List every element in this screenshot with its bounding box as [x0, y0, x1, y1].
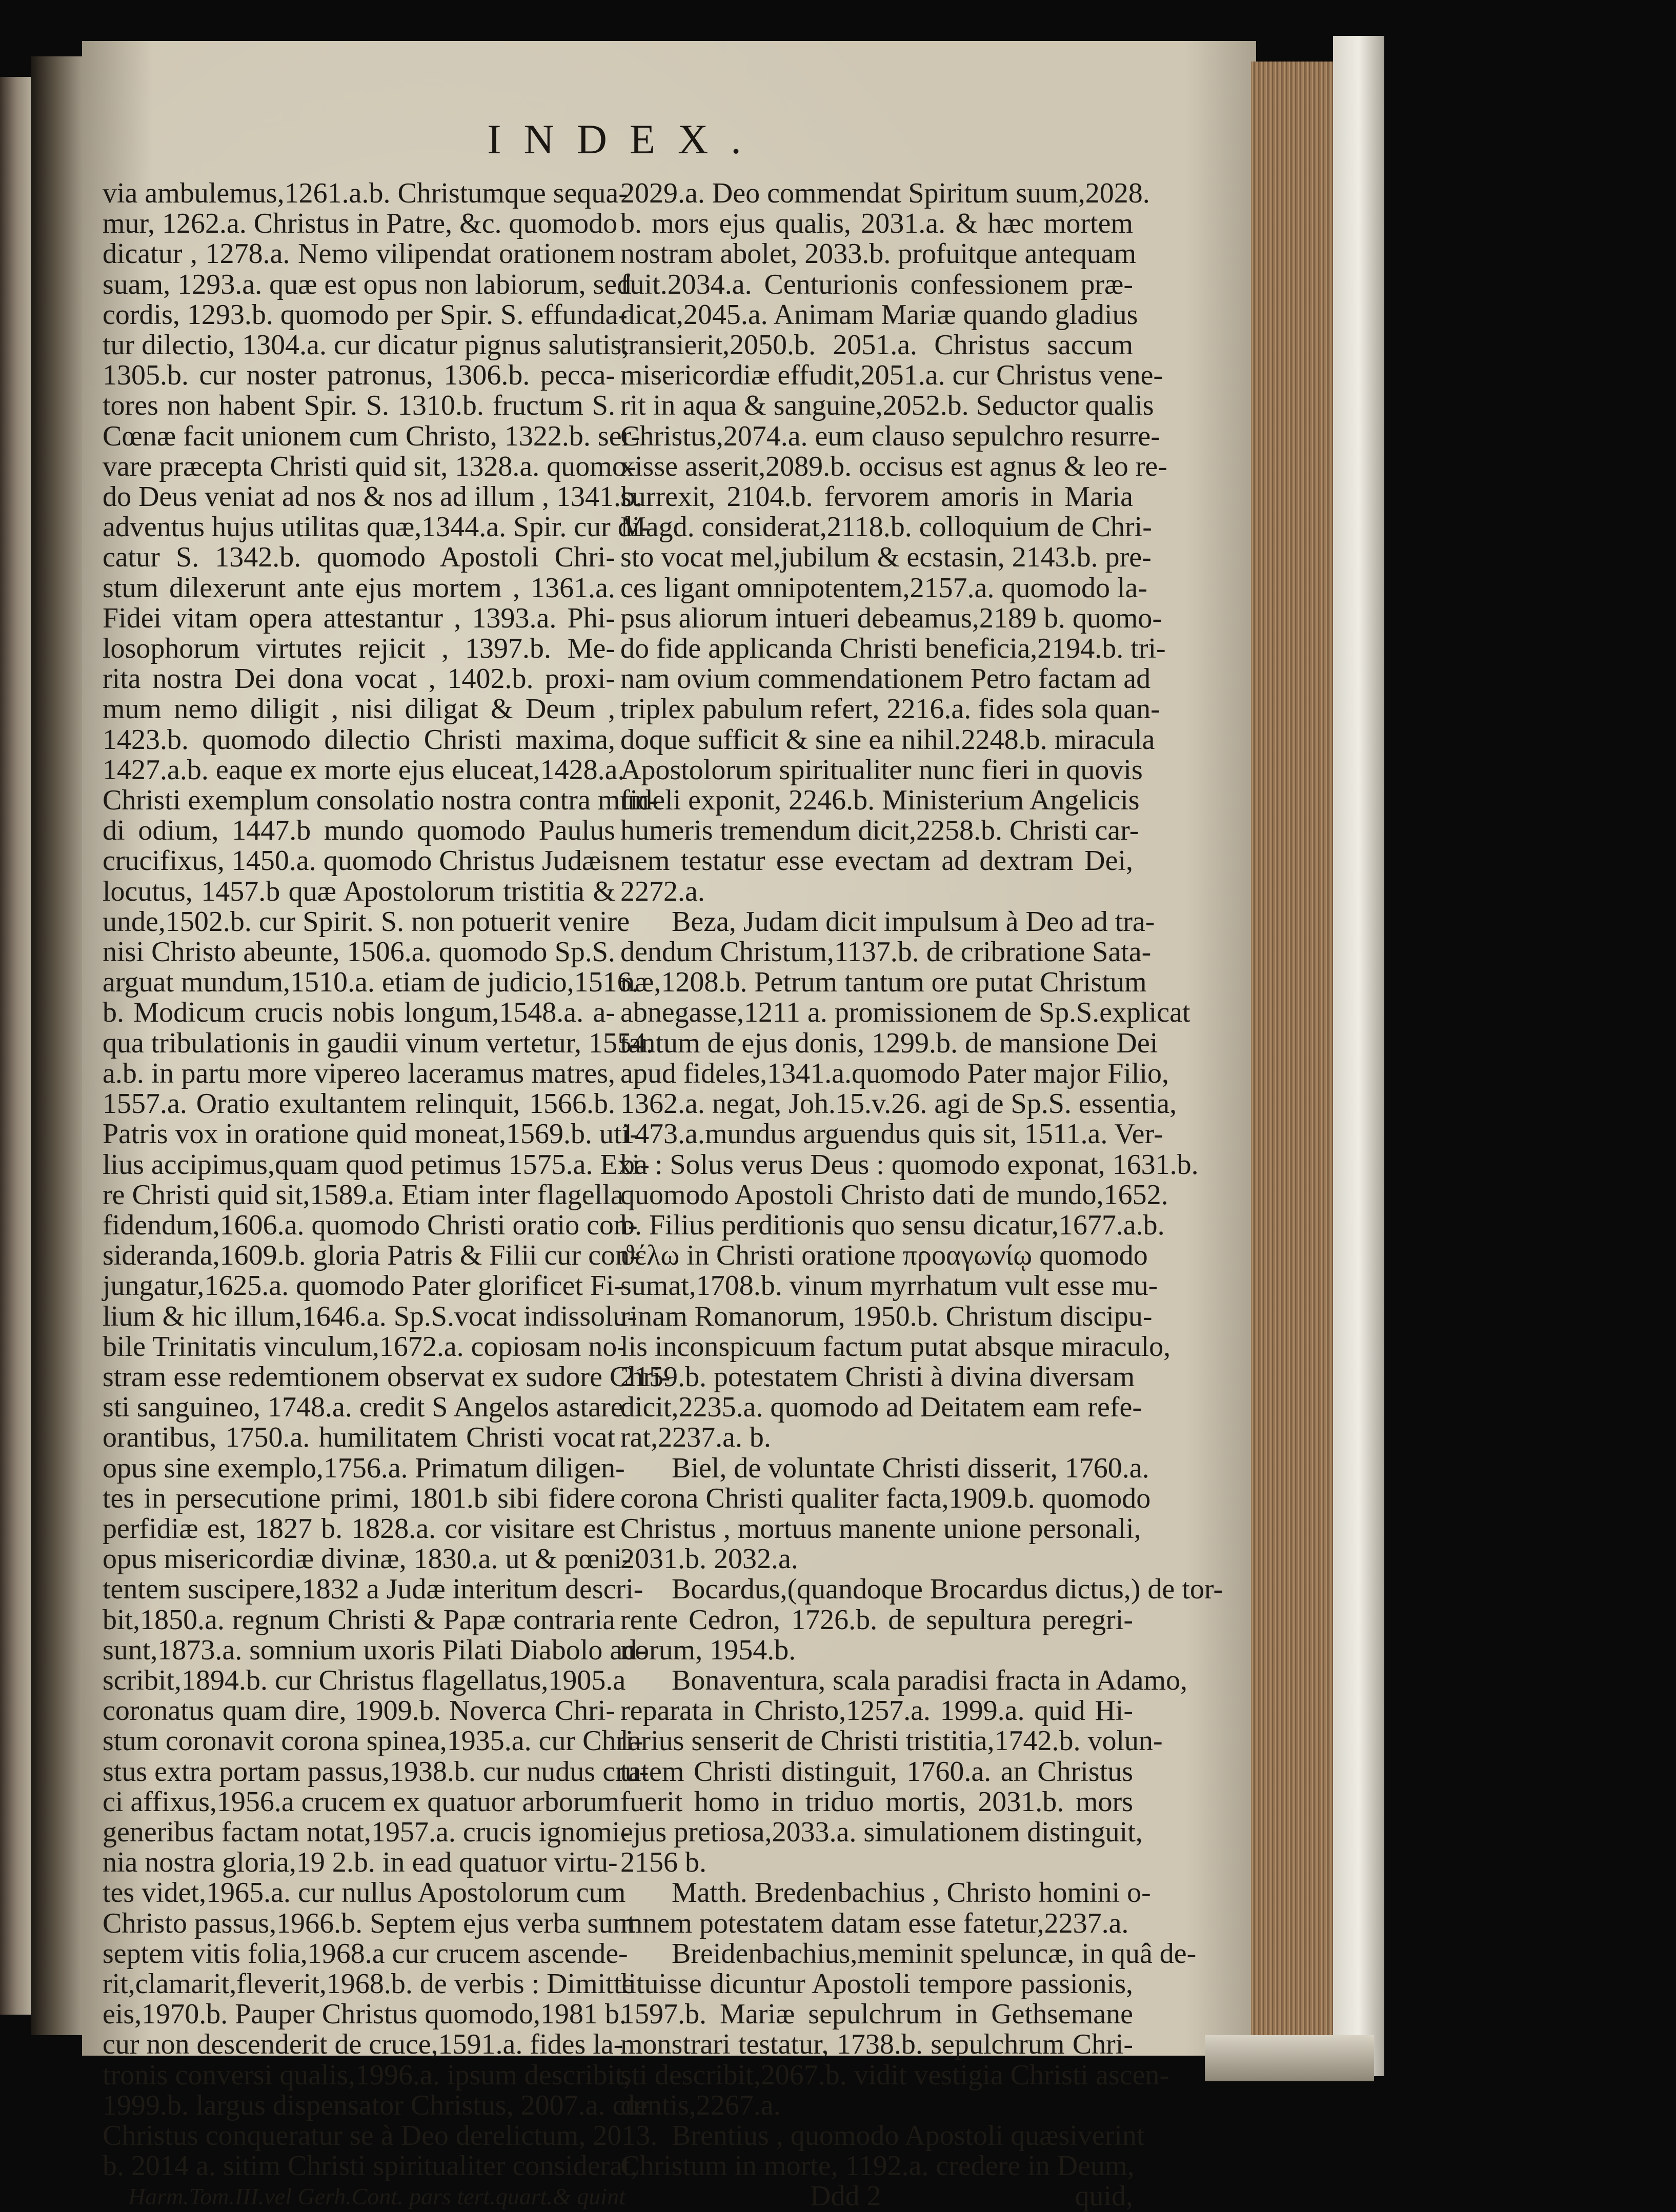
index-line: Cœnæ facit unionem cum Christo, 1322.b. ser- — [103, 420, 640, 452]
index-line: rita nostra Dei dona vocat , 1402.b. proxi- — [103, 663, 615, 695]
index-line: crucifixus, 1450.a. quomodo Christus Judæis — [103, 845, 620, 877]
index-line: 1473.a.mundus arguendus quis sit, 1511.a. Ver- — [620, 1118, 1163, 1150]
index-line: rit,clamarit,fleverit,1968.b. de verbis : Dimitte — [103, 1967, 635, 2000]
index-line: tronis conversi qualis,1996.a. ipsum describit, — [103, 2059, 631, 2091]
index-line: dendum Christum,1137.b. de cribratione Sata- — [620, 936, 1152, 968]
index-line: triplex pabulum refert, 2216.a. fides sola quan- — [620, 693, 1160, 725]
index-line: Matth. Bredenbachius , Christo homini o- — [672, 1877, 1151, 1909]
index-line: locutus, 1457.b quæ Apostolorum tristitia & — [103, 875, 615, 907]
index-line: Brentius , quomodo Apostoli quæsiverint — [672, 2120, 1145, 2152]
index-line: generibus factam notat,1957.a. crucis ignomi- — [103, 1816, 630, 1848]
index-line: qua tribulationis in gaudii vinum vertetur, 1554. — [103, 1027, 654, 1059]
index-line: abnegasse,1211 a. promissionem de Sp.S.explicat — [620, 997, 1190, 1029]
index-line: doque sufficit & sine ea nihil.2248.b. miracula — [620, 723, 1155, 756]
index-line: b. 2014 a. sitim Christi spiritualiter considerat, — [103, 2150, 638, 2182]
index-line: 2156 b. — [620, 1846, 706, 1879]
index-line: Breidenbachius,meminit speluncæ, in quâ de- — [672, 1937, 1197, 1970]
index-line: norum, 1954.b. — [620, 1634, 796, 1666]
index-line: tores non habent Spir. S. 1310.b. fructum S. — [103, 390, 615, 422]
index-line: coronatus quam dire, 1909.b. Noverca Chri- — [103, 1695, 615, 1727]
index-line: sideranda,1609.b. gloria Patris & Filii cur con- — [103, 1240, 639, 1272]
index-line: bile Trinitatis vinculum,1672.a. copiosam no- — [103, 1330, 627, 1363]
index-line: mur, 1262.a. Christus in Patre, &c. quomodo — [103, 208, 618, 240]
index-line: tatem Christi distinguit, 1760.a. an Christus — [620, 1755, 1133, 1788]
index-line: cur non descenderit de cruce,1591.a. fides la- — [103, 2028, 623, 2061]
index-line: fideli exponit, 2246.b. Ministerium Angelicis — [620, 784, 1140, 817]
index-line: via ambulemus,1261.a.b. Christumque sequa- — [103, 177, 628, 209]
index-line: 1305.b. cur noster patronus, 1306.b. pecca- — [103, 359, 615, 392]
index-line: mum nemo diligit , nisi diligat & Deum , — [103, 693, 615, 725]
index-line: unde,1502.b. cur Spirit. S. non potuerit venire — [103, 905, 630, 938]
index-line: Magd. considerat,2118.b. colloquium de Chri- — [620, 511, 1152, 543]
index-line: scribit,1894.b. cur Christus flagellatus,1905.a — [103, 1664, 626, 1696]
index-line: re Christi quid sit,1589.a. Etiam inter flagella — [103, 1179, 623, 1211]
index-line: nostram abolet, 2033.b. profuitque antequam — [620, 238, 1137, 270]
index-line: orantibus, 1750.a. humilitatem Christi vocat — [103, 1422, 615, 1454]
index-line: Bocardus,(quandoque Brocardus dictus,) de tor- — [672, 1573, 1223, 1606]
index-line: opus sine exemplo,1756.a. Primatum diligen- — [103, 1452, 625, 1484]
index-line: Fidei vitam opera attestantur , 1393.a. Phi- — [103, 602, 615, 634]
index-line: ϑέλω in Christi oratione προαγωνίῳ quomodo — [620, 1240, 1148, 1272]
index-line: Christus , mortuus manente unione personali, — [620, 1512, 1141, 1545]
index-line: ba : Solus verus Deus : quomodo exponat, 1631.b. — [620, 1148, 1199, 1181]
index-line: dicat,2045.a. Animam Mariæ quando gladius — [620, 298, 1138, 331]
index-line: humeris tremendum dicit,2258.b. Christi car- — [620, 815, 1139, 847]
index-line: septem vitis folia,1968.a cur crucem ascende- — [103, 1937, 628, 1970]
index-line: sunt,1873.a. somnium uxoris Pilati Diabolo ad- — [103, 1634, 647, 1666]
index-line: b. Modicum crucis nobis longum,1548.a. a- — [103, 997, 615, 1029]
index-line: Christus,2074.a. eum clauso sepulchro resurre- — [620, 420, 1160, 452]
index-line: 2029.a. Deo commendat Spiritum suum,2028. — [620, 177, 1150, 209]
index-line: arguat mundum,1510.a. etiam de judicio,1516. — [103, 966, 639, 999]
index-line: tantum de ejus donis, 1299.b. de mansione Dei — [620, 1027, 1158, 1059]
index-line: 1427.a.b. eaque ex morte ejus eluceat,1428.a. — [103, 754, 625, 786]
index-line: bit,1850.a. regnum Christi & Papæ contraria — [103, 1604, 615, 1636]
index-line: nisi Christo abeunte, 1506.a. quomodo Sp.S. — [103, 936, 615, 968]
index-line: 1999.b. largus dispensator Christus, 2007.a. cur — [103, 2089, 649, 2121]
index-line: 1362.a. negat, Joh.15.v.26. agi de Sp.S. essentia, — [620, 1088, 1177, 1120]
index-line: dicit,2235.a. quomodo ad Deitatem eam refe- — [620, 1391, 1142, 1424]
index-line: stum coronavit corona spinea,1935.a. cur Chri- — [103, 1725, 643, 1757]
index-line: sti sanguineo, 1748.a. credit S Angelos astare — [103, 1391, 623, 1424]
index-line: stram esse redemtionem observat ex sudore Chri- — [103, 1361, 671, 1393]
index-line: sto vocat mel,jubilum & ecstasin, 2143.b. pre- — [620, 541, 1152, 574]
signature-line: Harm.Tom.III.vel Gerh.Cont. pars tert.quart.& quint — [128, 2183, 625, 2210]
index-line: 2031.b. 2032.a. — [620, 1543, 798, 1575]
index-line: tes in persecutione primi, 1801.b sibi fidere — [103, 1482, 615, 1514]
index-line: xisse asserit,2089.b. occisus est agnus & leo re- — [620, 450, 1167, 482]
index-line: Christo passus,1966.b. Septem ejus verba sunt — [103, 1907, 636, 1939]
index-line: nia nostra gloria,19 2.b. in ead quatuor virtu- — [103, 1846, 618, 1879]
index-line: dentis,2267.a. — [620, 2089, 781, 2121]
index-line: sumat,1708.b. vinum myrrhatum vult esse mu- — [620, 1270, 1158, 1302]
index-line: perfidiæ est, 1827 b. 1828.a. cor visitare est — [103, 1512, 615, 1545]
page-footer — [620, 2181, 1133, 2211]
index-line: b. mors ejus qualis, 2031.a. & hæc mortem — [620, 208, 1133, 240]
index-line: Biel, de voluntate Christi disserit, 1760.a. — [672, 1452, 1149, 1484]
index-line: quomodo Apostoli Christo dati de mundo,1652. — [620, 1179, 1168, 1211]
index-line: Christus conqueratur se à Deo derelictum, 2013. — [103, 2120, 658, 2152]
index-line: jungatur,1625.a. quomodo Pater glorificet Fi- — [103, 1270, 624, 1302]
index-line: Christum in morte, 1192.a. credere in Deum, — [620, 2150, 1135, 2182]
index-line: 1557.a. Oratio exultantem relinquit, 1566.b. — [103, 1088, 615, 1120]
index-line: dicatur , 1278.a. Nemo vilipendat orationem — [103, 238, 615, 270]
index-line: stus extra portam passus,1938.b. cur nudus cru- — [103, 1755, 649, 1788]
index-line: rente Cedron, 1726.b. de sepultura peregri- — [620, 1604, 1133, 1636]
page-header: INDEX. — [487, 116, 764, 163]
index-line: catur S. 1342.b. quomodo Apostoli Chri- — [103, 541, 615, 574]
index-line: nem testatur esse evectam ad dextram Dei, — [620, 845, 1133, 877]
index-line: a.b. in partu more vipereo laceramus matres, — [103, 1057, 615, 1089]
index-line: lis inconspicuum factum putat absque miraculo, — [620, 1330, 1171, 1363]
index-line: b. Filius perditionis quo sensu dicatur,1677.a.b. — [620, 1209, 1165, 1241]
index-line: apud fideles,1341.a.quomodo Pater major Filio, — [620, 1057, 1169, 1089]
index-line: stum dilexerunt ante ejus mortem , 1361.a. — [103, 572, 615, 604]
index-line: losophorum virtutes rejicit , 1397.b. Me- — [103, 633, 615, 665]
index-line: nam ovium commendationem Petro factam ad — [620, 663, 1151, 695]
index-line: adventus hujus utilitas quæ,1344.a. Spir. cur di- — [103, 511, 650, 543]
index-line: Beza, Judam dicit impulsum à Deo ad tra- — [672, 905, 1155, 938]
index-line: di odium, 1447.b mundo quomodo Paulus — [103, 815, 615, 847]
bottom-edge — [1205, 2035, 1374, 2081]
index-line: fidendum,1606.a. quomodo Christi oratio con- — [103, 1209, 638, 1241]
index-line: Patris vox in oratione quid moneat,1569.b. uti- — [103, 1118, 639, 1150]
index-line: 1597.b. Mariæ sepulchrum in Gethsemane — [620, 1998, 1133, 2031]
index-line: do fide applicanda Christi beneficia,2194.b. tri- — [620, 633, 1166, 665]
index-line: fuit.2034.a. Centurionis confessionem præ- — [620, 268, 1133, 300]
index-line: reparata in Christo,1257.a. 1999.a. quid Hi- — [620, 1695, 1133, 1727]
index-line: vare præcepta Christi quid sit, 1328.a. quomo- — [103, 450, 636, 482]
index-line: eis,1970.b. Pauper Christus quomodo,1981 b. — [103, 1998, 627, 2031]
index-line: suam, 1293.a. quæ est opus non labiorum, sed — [103, 268, 632, 300]
index-line: rat,2237.a. b. — [620, 1422, 771, 1454]
index-line: rinam Romanorum, 1950.b. Christum discipu- — [620, 1300, 1153, 1332]
index-line: 2272.a. — [620, 875, 705, 907]
index-line: mnem potestatem datam esse fatetur,2237.a. — [620, 1907, 1129, 1939]
index-line: ci affixus,1956.a crucem ex quatuor arborum — [103, 1785, 620, 1818]
index-line: rit in aqua & sanguine,2052.b. Seductor qualis — [620, 390, 1154, 422]
index-line: misericordiæ effudit,2051.a. cur Christus vene- — [620, 359, 1163, 392]
index-line: 2159.b. potestatem Christi à divina diversam — [620, 1361, 1135, 1393]
binding-board — [1333, 36, 1384, 2076]
catchword: quid, — [1075, 2180, 1133, 2212]
index-line: næ,1208.b. Petrum tantum ore putat Christum — [620, 966, 1147, 999]
index-line: sti describit,2067.b. vidit vestigia Christi ascen- — [620, 2059, 1169, 2091]
index-line: psus aliorum intueri debeamus,2189 b. quomo- — [620, 602, 1162, 634]
index-line: corona Christi qualiter facta,1909.b. quomodo — [620, 1482, 1151, 1514]
index-line: ejus pretiosa,2033.a. simulationem distinguit, — [620, 1816, 1143, 1848]
left-page-edge — [0, 77, 31, 2015]
index-line: lituisse dicuntur Apostoli tempore passionis, — [620, 1967, 1133, 2000]
index-line: tentem suscipere,1832 a Judæ interitum descri- — [103, 1573, 643, 1606]
index-line: monstrari testatur, 1738.b. sepulchrum Chri- — [620, 2028, 1133, 2061]
index-line: ces ligant omnipotentem,2157.a. quomodo la- — [620, 572, 1148, 604]
index-line: Christi exemplum consolatio nostra contra mun- — [103, 784, 659, 817]
index-line: larius senserit de Christi tristitia,1742.b. volun- — [620, 1725, 1163, 1757]
signature-mark: Ddd 2 — [810, 2180, 881, 2212]
index-line: do Deus veniat ad nos & nos ad illum , 1341.b. — [103, 481, 643, 513]
page-edges — [1251, 62, 1333, 2061]
index-line: 1423.b. quomodo dilectio Christi maxima, — [103, 723, 615, 756]
index-line: tur dilectio, 1304.a. cur dicatur pignus salutis, — [103, 329, 629, 361]
index-line: surrexit, 2104.b. fervorem amoris in Maria — [620, 481, 1133, 513]
right-column — [620, 177, 1223, 2212]
index-line: lium & hic illum,1646.a. Sp.S.vocat indissolu- — [103, 1300, 637, 1332]
index-line: cordis, 1293.b. quomodo per Spir. S. effunda- — [103, 298, 628, 331]
index-line: Bonaventura, scala paradisi fracta in Adamo, — [672, 1664, 1188, 1696]
index-line: lius accipimus,quam quod petimus 1575.a. Exi- — [103, 1148, 650, 1181]
index-line: transierit,2050.b. 2051.a. Christus saccum — [620, 329, 1133, 361]
index-line: opus misericordiæ divinæ, 1830.a. ut & pœni- — [103, 1543, 632, 1575]
index-line: fuerit homo in triduo mortis, 2031.b. mors — [620, 1785, 1133, 1818]
index-line: Apostolorum spiritualiter nunc fieri in quovis — [620, 754, 1143, 786]
index-line: tes videt,1965.a. cur nullus Apostolorum cum — [103, 1877, 626, 1909]
